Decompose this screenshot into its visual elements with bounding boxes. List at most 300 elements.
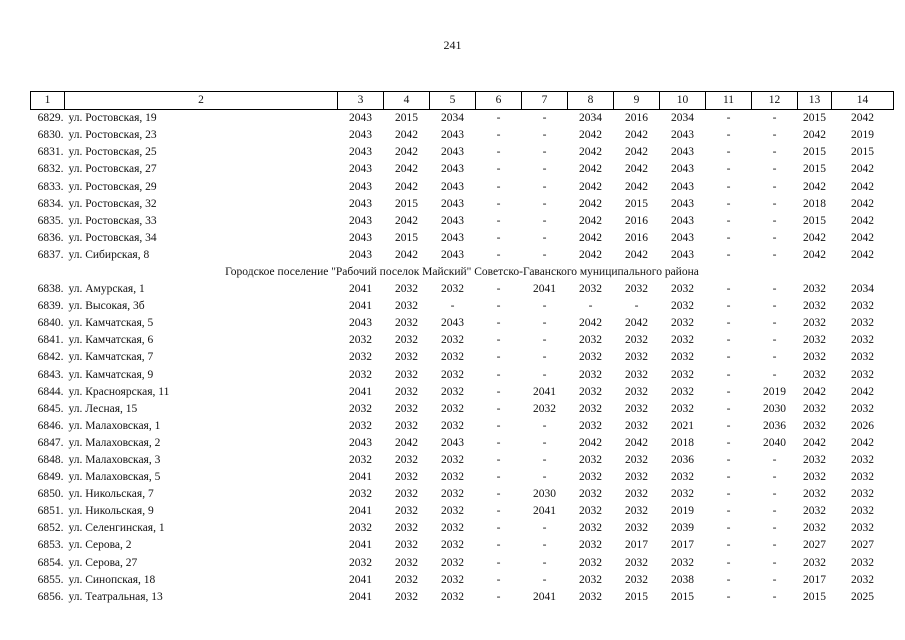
year-cell: 2032: [441, 522, 464, 535]
row-number: 6845.: [37, 402, 64, 415]
year-cell: 2032: [625, 368, 648, 381]
year-cell: -: [726, 368, 731, 381]
year-cell: 2017: [625, 539, 648, 552]
year-cell: -: [496, 129, 501, 142]
year-cell: 2032: [851, 573, 874, 586]
table-row: [31, 401, 894, 418]
table-row: [31, 332, 894, 349]
table-row: [31, 213, 894, 230]
address-cell: ул. Селенгинская, 1: [68, 522, 165, 535]
address-cell: ул. Малаховская, 5: [68, 471, 161, 484]
year-cell: 2032: [671, 368, 694, 381]
year-cell: 2032: [579, 419, 602, 432]
year-cell: 2032: [625, 556, 648, 569]
year-cell: 2034: [441, 112, 464, 125]
year-cell: 2032: [803, 334, 826, 347]
year-cell: 2032: [441, 368, 464, 381]
year-cell: -: [726, 436, 731, 449]
year-cell: 2043: [671, 146, 694, 159]
year-cell: -: [496, 556, 501, 569]
year-cell: 2015: [851, 146, 874, 159]
table-row: [31, 230, 894, 247]
year-cell: 2032: [671, 351, 694, 364]
year-cell: -: [726, 180, 731, 193]
year-cell: -: [496, 163, 501, 176]
year-cell: 2032: [441, 385, 464, 398]
year-cell: 2042: [395, 214, 418, 227]
year-cell: 2032: [349, 419, 372, 432]
year-cell: -: [772, 334, 777, 347]
row-number: 6834.: [37, 197, 64, 210]
year-cell: 2032: [441, 351, 464, 364]
year-cell: 2042: [579, 436, 602, 449]
address-cell: ул. Камчатская, 7: [68, 351, 154, 364]
year-cell: 2032: [533, 402, 556, 415]
year-cell: 2034: [671, 112, 694, 125]
table-body-group-2: [31, 281, 894, 606]
column-header: 8: [568, 92, 614, 110]
column-header: 12: [752, 92, 798, 110]
year-cell: 2032: [349, 351, 372, 364]
address-cell: ул. Красноярская, 11: [68, 385, 170, 398]
year-cell: 2032: [395, 488, 418, 501]
year-cell: 2032: [579, 454, 602, 467]
year-cell: 2041: [349, 590, 372, 603]
year-cell: 2032: [851, 300, 874, 313]
year-cell: -: [726, 539, 731, 552]
year-cell: 2043: [349, 112, 372, 125]
year-cell: -: [542, 231, 547, 244]
year-cell: -: [496, 351, 501, 364]
year-cell: 2032: [395, 522, 418, 535]
year-cell: 2032: [441, 573, 464, 586]
year-cell: -: [726, 231, 731, 244]
year-cell: 2043: [441, 214, 464, 227]
year-cell: -: [542, 419, 547, 432]
year-cell: -: [542, 573, 547, 586]
year-cell: -: [496, 539, 501, 552]
year-cell: 2032: [851, 334, 874, 347]
year-cell: 2032: [803, 471, 826, 484]
year-cell: 2032: [851, 402, 874, 415]
year-cell: 2041: [349, 471, 372, 484]
year-cell: 2043: [671, 248, 694, 261]
row-number: 6833.: [37, 180, 64, 193]
address-cell: ул. Камчатская, 5: [68, 317, 154, 330]
year-cell: 2042: [851, 112, 874, 125]
year-cell: 2042: [851, 163, 874, 176]
year-cell: 2042: [625, 317, 648, 330]
year-cell: 2032: [671, 402, 694, 415]
year-cell: 2027: [803, 539, 826, 552]
table-row: [31, 127, 894, 144]
year-cell: -: [542, 436, 547, 449]
year-cell: 2032: [349, 454, 372, 467]
year-cell: -: [772, 454, 777, 467]
row-number: 6849.: [37, 471, 64, 484]
year-cell: 2040: [763, 436, 786, 449]
year-cell: 2032: [395, 539, 418, 552]
year-cell: -: [772, 300, 777, 313]
year-cell: 2032: [579, 368, 602, 381]
year-cell: 2032: [395, 385, 418, 398]
row-number: 6841.: [37, 334, 64, 347]
year-cell: -: [772, 488, 777, 501]
year-cell: 2043: [441, 163, 464, 176]
year-cell: -: [542, 539, 547, 552]
year-cell: 2043: [441, 436, 464, 449]
year-cell: 2032: [851, 317, 874, 330]
year-cell: -: [496, 590, 501, 603]
year-cell: 2042: [851, 231, 874, 244]
row-number: 6855.: [37, 573, 64, 586]
year-cell: 2032: [803, 556, 826, 569]
year-cell: 2041: [533, 505, 556, 518]
address-cell: ул. Никольская, 9: [68, 505, 154, 518]
year-cell: -: [726, 556, 731, 569]
year-cell: 2041: [349, 385, 372, 398]
year-cell: -: [772, 317, 777, 330]
year-cell: -: [542, 351, 547, 364]
year-cell: 2032: [803, 505, 826, 518]
year-cell: 2042: [851, 214, 874, 227]
page-number: 241: [443, 38, 462, 52]
year-cell: 2017: [671, 539, 694, 552]
table-row: [31, 349, 894, 366]
year-cell: -: [726, 505, 731, 518]
year-cell: 2042: [803, 385, 826, 398]
year-cell: -: [772, 368, 777, 381]
year-cell: 2042: [625, 180, 648, 193]
table-row: [31, 537, 894, 554]
table-row: [31, 196, 894, 213]
year-cell: 2042: [625, 146, 648, 159]
year-cell: 2032: [441, 334, 464, 347]
year-cell: 2018: [803, 197, 826, 210]
table-row: [31, 247, 894, 264]
address-cell: ул. Ростовская, 25: [68, 146, 157, 159]
year-cell: -: [542, 146, 547, 159]
year-cell: -: [496, 454, 501, 467]
year-cell: -: [726, 317, 731, 330]
year-cell: -: [496, 488, 501, 501]
year-cell: -: [496, 505, 501, 518]
column-header: 9: [614, 92, 660, 110]
row-number: 6840.: [37, 317, 64, 330]
year-cell: 2032: [395, 590, 418, 603]
year-cell: 2042: [579, 214, 602, 227]
address-cell: ул. Театральная, 13: [68, 590, 163, 603]
year-cell: 2032: [851, 368, 874, 381]
year-cell: 2032: [349, 556, 372, 569]
address-cell: ул. Камчатская, 9: [68, 368, 154, 381]
address-cell: ул. Камчатская, 6: [68, 334, 154, 347]
year-cell: 2042: [579, 146, 602, 159]
year-cell: 2015: [625, 197, 648, 210]
table-row: [31, 452, 894, 469]
year-cell: 2015: [395, 112, 418, 125]
year-cell: -: [772, 471, 777, 484]
year-cell: 2034: [851, 283, 874, 296]
year-cell: 2043: [349, 317, 372, 330]
year-cell: -: [772, 197, 777, 210]
year-cell: 2032: [671, 471, 694, 484]
year-cell: 2042: [579, 248, 602, 261]
year-cell: -: [772, 522, 777, 535]
year-cell: 2041: [349, 539, 372, 552]
year-cell: -: [496, 112, 501, 125]
year-cell: 2032: [803, 283, 826, 296]
column-header: 6: [476, 92, 522, 110]
year-cell: -: [772, 248, 777, 261]
year-cell: 2041: [349, 300, 372, 313]
year-cell: 2032: [579, 488, 602, 501]
housing-register-table: [30, 91, 894, 606]
year-cell: 2032: [625, 488, 648, 501]
year-cell: 2032: [395, 505, 418, 518]
year-cell: 2042: [803, 180, 826, 193]
table-row: [31, 281, 894, 298]
year-cell: 2032: [625, 454, 648, 467]
year-cell: -: [726, 214, 731, 227]
year-cell: 2042: [579, 231, 602, 244]
address-cell: ул. Ростовская, 23: [68, 129, 157, 142]
year-cell: 2032: [851, 488, 874, 501]
table-header-row: [31, 92, 894, 110]
table-row: [31, 161, 894, 178]
row-number: 6839.: [37, 300, 64, 313]
year-cell: -: [496, 385, 501, 398]
year-cell: -: [496, 146, 501, 159]
year-cell: 2032: [803, 300, 826, 313]
column-header: 4: [384, 92, 430, 110]
year-cell: 2042: [625, 248, 648, 261]
table-row: [31, 555, 894, 572]
year-cell: 2041: [349, 505, 372, 518]
table-row: [31, 486, 894, 503]
row-number: 6838.: [37, 283, 64, 296]
section-title: Городское поселение "Рабочий поселок Майский" Советско-Гаванского муниципального района: [225, 265, 699, 278]
year-cell: 2019: [851, 129, 874, 142]
year-cell: 2032: [579, 283, 602, 296]
year-cell: 2042: [851, 385, 874, 398]
column-header: 14: [832, 92, 894, 110]
year-cell: 2038: [671, 573, 694, 586]
year-cell: 2043: [349, 146, 372, 159]
year-cell: 2043: [441, 180, 464, 193]
year-cell: -: [542, 112, 547, 125]
year-cell: -: [726, 573, 731, 586]
year-cell: 2016: [625, 214, 648, 227]
year-cell: -: [496, 248, 501, 261]
year-cell: 2032: [395, 283, 418, 296]
year-cell: -: [772, 163, 777, 176]
address-cell: ул. Ростовская, 33: [68, 214, 157, 227]
year-cell: 2042: [395, 129, 418, 142]
row-number: 6842.: [37, 351, 64, 364]
year-cell: 2032: [349, 402, 372, 415]
year-cell: 2015: [803, 214, 826, 227]
year-cell: 2016: [625, 231, 648, 244]
year-cell: 2032: [851, 522, 874, 535]
column-header: 10: [660, 92, 706, 110]
year-cell: 2032: [625, 471, 648, 484]
table-body-group-1: [31, 110, 894, 264]
year-cell: -: [772, 573, 777, 586]
year-cell: 2036: [763, 419, 786, 432]
year-cell: -: [496, 317, 501, 330]
year-cell: 2042: [803, 248, 826, 261]
column-header: 7: [522, 92, 568, 110]
year-cell: -: [726, 248, 731, 261]
year-cell: 2043: [349, 129, 372, 142]
year-cell: 2032: [441, 505, 464, 518]
year-cell: 2032: [579, 573, 602, 586]
year-cell: 2032: [441, 454, 464, 467]
table-row: [31, 469, 894, 486]
year-cell: 2015: [671, 590, 694, 603]
year-cell: 2021: [671, 419, 694, 432]
year-cell: 2032: [349, 334, 372, 347]
year-cell: 2032: [395, 471, 418, 484]
year-cell: 2032: [579, 590, 602, 603]
year-cell: 2042: [395, 146, 418, 159]
year-cell: -: [496, 522, 501, 535]
year-cell: 2032: [395, 334, 418, 347]
table-row: [31, 572, 894, 589]
row-number: 6852.: [37, 522, 64, 535]
year-cell: 2042: [395, 163, 418, 176]
year-cell: -: [726, 402, 731, 415]
year-cell: 2043: [671, 163, 694, 176]
year-cell: 2032: [803, 368, 826, 381]
year-cell: 2032: [349, 488, 372, 501]
year-cell: 2032: [625, 505, 648, 518]
table-row: [31, 298, 894, 315]
year-cell: 2042: [803, 231, 826, 244]
year-cell: -: [542, 214, 547, 227]
year-cell: 2015: [803, 590, 826, 603]
address-cell: ул. Малаховская, 3: [68, 454, 161, 467]
year-cell: 2019: [763, 385, 786, 398]
year-cell: -: [496, 283, 501, 296]
year-cell: 2032: [851, 351, 874, 364]
year-cell: 2032: [625, 334, 648, 347]
column-header: 2: [65, 92, 338, 110]
year-cell: 2015: [625, 590, 648, 603]
year-cell: 2042: [395, 436, 418, 449]
year-cell: -: [772, 283, 777, 296]
year-cell: 2032: [395, 402, 418, 415]
year-cell: -: [726, 197, 731, 210]
address-cell: ул. Малаховская, 2: [68, 436, 161, 449]
year-cell: 2032: [803, 522, 826, 535]
year-cell: -: [542, 129, 547, 142]
row-number: 6848.: [37, 454, 64, 467]
year-cell: -: [726, 300, 731, 313]
table-row: [31, 589, 894, 606]
year-cell: -: [726, 334, 731, 347]
address-cell: ул. Ростовская, 29: [68, 180, 157, 193]
year-cell: -: [772, 231, 777, 244]
year-cell: 2042: [851, 248, 874, 261]
year-cell: 2032: [579, 522, 602, 535]
column-header: 5: [430, 92, 476, 110]
year-cell: 2032: [579, 556, 602, 569]
year-cell: 2032: [625, 283, 648, 296]
row-number: 6831.: [37, 146, 64, 159]
year-cell: 2032: [441, 590, 464, 603]
year-cell: -: [496, 573, 501, 586]
year-cell: -: [772, 556, 777, 569]
year-cell: 2032: [625, 351, 648, 364]
year-cell: -: [772, 505, 777, 518]
row-number: 6847.: [37, 436, 64, 449]
year-cell: 2043: [441, 248, 464, 261]
year-cell: 2032: [441, 539, 464, 552]
table-row: [31, 503, 894, 520]
year-cell: -: [542, 180, 547, 193]
year-cell: -: [772, 351, 777, 364]
year-cell: 2032: [441, 556, 464, 569]
year-cell: 2043: [671, 197, 694, 210]
address-cell: ул. Сибирская, 8: [68, 248, 150, 261]
year-cell: 2017: [803, 573, 826, 586]
year-cell: 2041: [349, 283, 372, 296]
year-cell: -: [542, 334, 547, 347]
year-cell: -: [634, 300, 639, 313]
year-cell: 2042: [625, 163, 648, 176]
year-cell: 2032: [671, 283, 694, 296]
year-cell: -: [496, 402, 501, 415]
year-cell: -: [496, 436, 501, 449]
row-number: 6832.: [37, 163, 64, 176]
year-cell: 2043: [349, 163, 372, 176]
year-cell: 2043: [441, 231, 464, 244]
year-cell: 2043: [671, 180, 694, 193]
table-row: [31, 178, 894, 195]
year-cell: 2032: [395, 300, 418, 313]
year-cell: 2042: [579, 317, 602, 330]
year-cell: 2032: [803, 419, 826, 432]
year-cell: 2041: [349, 573, 372, 586]
year-cell: -: [588, 300, 593, 313]
year-cell: 2032: [349, 368, 372, 381]
year-cell: -: [496, 180, 501, 193]
year-cell: 2032: [671, 488, 694, 501]
year-cell: 2032: [579, 385, 602, 398]
year-cell: 2016: [625, 112, 648, 125]
year-cell: 2043: [671, 129, 694, 142]
year-cell: -: [726, 385, 731, 398]
year-cell: 2042: [803, 129, 826, 142]
year-cell: 2032: [625, 385, 648, 398]
year-cell: -: [496, 419, 501, 432]
year-cell: 2043: [441, 146, 464, 159]
year-cell: -: [726, 471, 731, 484]
year-cell: -: [496, 368, 501, 381]
table-row: [31, 418, 894, 435]
year-cell: 2032: [671, 317, 694, 330]
year-cell: -: [726, 522, 731, 535]
row-number: 6844.: [37, 385, 64, 398]
year-cell: 2043: [349, 214, 372, 227]
year-cell: 2032: [625, 573, 648, 586]
row-number: 6846.: [37, 419, 64, 432]
row-number: 6829.: [37, 112, 64, 125]
table-row: [31, 367, 894, 384]
row-number: 6850.: [37, 488, 64, 501]
